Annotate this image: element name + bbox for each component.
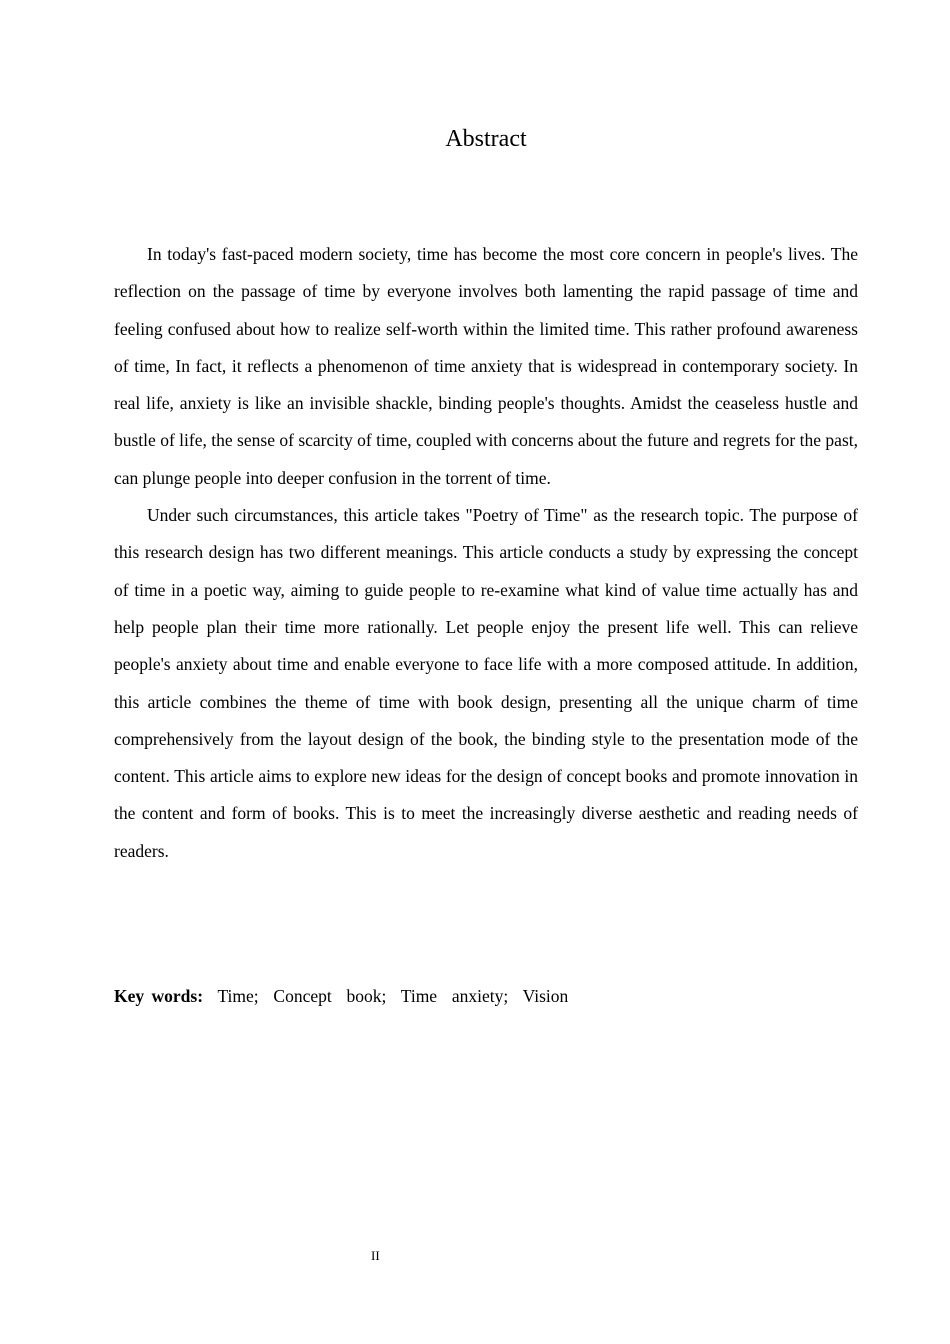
keywords-label: Key words: bbox=[114, 986, 204, 1006]
abstract-body bbox=[114, 236, 858, 870]
keywords-line bbox=[114, 980, 858, 1012]
page-number: II bbox=[371, 1248, 380, 1263]
abstract-paragraph-1: In today's fast-paced modern society, time has become the most core concern in people's lives. The reflection on the passage of time by everyone involves both lamenting the rapid passage of time and feeling confused about how to realize self-worth within the limited time. This rather profound awareness of time, In fact, it reflects a phenomenon of time anxiety that is widespread in contemporary society. In real life, anxiety is like an invisible shackle, binding people's thoughts. Amidst the ceaseless hustle and bustle of life, the sense of scarcity of time, coupled with concerns about the future and regrets for the past, can plunge people into deeper confusion in the torrent of time. bbox=[114, 244, 858, 488]
abstract-title: Abstract bbox=[445, 126, 527, 152]
keywords-list: Time; Concept book; Time anxiety; Vision bbox=[217, 986, 569, 1006]
abstract-paragraph-2: Under such circumstances, this article takes "Poetry of Time" as the research topic. The purpose of this research design has two different meanings. This article conducts a study by expressing the concept of time in a poetic way, aiming to guide people to re-examine what kind of value time actually has and help people plan their time more rationally. Let people enjoy the present life well. This can relieve people's anxiety about time and enable everyone to face life with a more composed attitude. In addition, this article combines the theme of time with book design, presenting all the unique charm of time comprehensively from the layout design of the book, the binding style to the presentation mode of the content. This article aims to explore new ideas for the design of concept books and promote innovation in the content and form of books. This is to meet the increasingly diverse aesthetic and reading needs of readers. bbox=[114, 505, 858, 861]
